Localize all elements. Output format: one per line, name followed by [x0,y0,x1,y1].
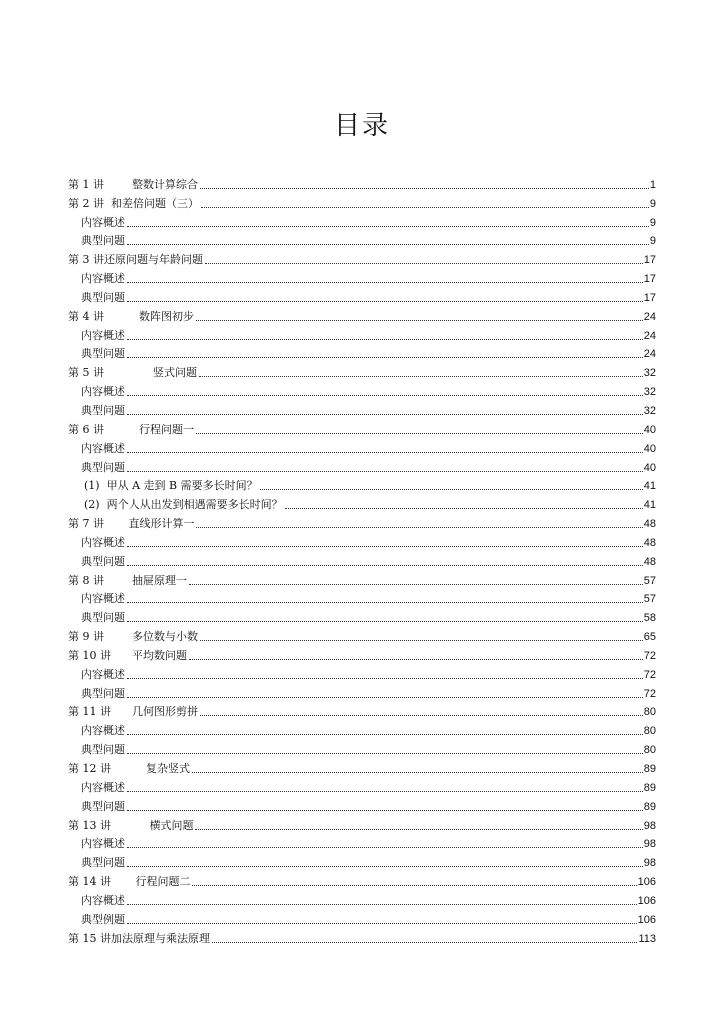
toc-entry-label: 典型问题 [81,743,125,757]
toc-section-entry[interactable] [68,437,656,456]
toc-entry-label: 典型问题 [81,686,125,700]
toc-page-number: 41 [643,499,656,512]
toc-entry-label: 内容概述 [81,272,125,286]
toc-page-number: 48 [643,555,656,568]
toc-section-entry[interactable] [68,399,656,418]
toc-chapter-entry[interactable] [68,248,656,267]
dot-leader [189,658,643,660]
dot-leader [127,300,643,302]
toc-page-number: 106 [637,894,656,907]
dot-leader [192,771,643,773]
toc-entry-label: 典型问题 [81,347,125,361]
toc-section-entry[interactable] [68,776,656,795]
toc-section-entry[interactable] [68,719,656,738]
toc-section-entry[interactable] [68,267,656,286]
dot-leader [196,319,643,321]
toc-page-number: 24 [643,310,656,323]
toc-section-entry[interactable] [68,456,656,475]
toc-entry-label: 内容概述 [81,837,125,851]
toc-page-number: 72 [643,687,656,700]
toc-entry-label: 内容概述 [81,724,125,738]
toc-page-number: 106 [637,876,656,889]
toc-entry-label: 内容概述 [81,215,125,229]
toc-entry-label: 内容概述 [81,385,125,399]
toc-page-number: 17 [643,254,656,267]
toc-page-number: 24 [643,329,656,342]
toc-entry-label: 典型问题 [81,611,125,625]
toc-entry-label: 第 10 讲 平均数问题 [68,648,187,662]
toc-chapter-entry[interactable] [68,361,656,380]
toc-entry-label: 典型问题 [81,403,125,417]
dot-leader [127,451,643,453]
toc-section-entry[interactable] [68,343,656,362]
dot-leader [127,356,643,358]
toc-chapter-entry[interactable] [68,305,656,324]
toc-section-entry[interactable] [68,588,656,607]
dot-leader [127,790,643,792]
toc-section-entry[interactable] [68,211,656,230]
dot-leader [192,884,636,886]
dot-leader [201,206,649,208]
toc-entry-label: 典型问题 [81,460,125,474]
toc-page-number: 40 [643,442,656,455]
toc-chapter-entry[interactable] [68,701,656,720]
toc-section-entry[interactable] [68,493,656,512]
toc-chapter-entry[interactable] [68,625,656,644]
dot-leader [200,714,643,716]
toc-page-number: 98 [643,838,656,851]
toc-page-number: 65 [643,631,656,644]
toc-entry-label: 第 15 讲加法原理与乘法原理 [68,931,210,945]
toc-entry-label: 第 11 讲 几何图形剪拼 [68,705,198,719]
toc-chapter-entry[interactable] [68,192,656,211]
toc-page-number: 106 [637,913,656,926]
toc-page-number: 41 [643,480,656,493]
toc-section-entry[interactable] [68,380,656,399]
toc-entry-label: 典型例题 [81,912,125,926]
toc-entry-label: 典型问题 [81,234,125,248]
toc-page-number: 32 [643,404,656,417]
toc-entry-label: 内容概述 [81,667,125,681]
toc-section-entry[interactable] [68,663,656,682]
toc-page-number: 57 [643,574,656,587]
dot-leader [127,809,643,811]
toc-entry-label: 第 7 讲 直线形计算一 [68,517,195,531]
toc-chapter-entry[interactable] [68,644,656,663]
toc-entry-label: 内容概述 [81,780,125,794]
dot-leader [127,752,643,754]
toc-chapter-entry[interactable] [68,569,656,588]
toc-page-number: 57 [643,593,656,606]
toc-page-number: 9 [649,235,656,248]
dot-leader [127,620,643,622]
toc-section-entry[interactable] [68,851,656,870]
toc-page-number: 17 [643,273,656,286]
dot-leader [127,733,643,735]
dot-leader [189,583,643,585]
toc-page-number: 80 [643,725,656,738]
toc-entry-label: 第 9 讲 多位数与小数 [68,630,198,644]
toc-page-number: 17 [643,291,656,304]
toc-page-number: 40 [643,423,656,436]
toc-section-entry[interactable] [68,682,656,701]
toc-entry-label: 内容概述 [81,441,125,455]
toc-chapter-entry[interactable] [68,512,656,531]
toc-page-number: 98 [643,819,656,832]
dot-leader [127,601,643,603]
toc-entry-label: (2) 两个人从出发到相遇需要多长时间？ [84,498,283,512]
dot-leader [199,375,643,377]
dot-leader [127,225,649,227]
toc-page-number: 58 [643,612,656,625]
toc-entry-label: 典型问题 [81,856,125,870]
toc-page-number: 24 [643,348,656,361]
dot-leader [127,545,643,547]
toc-entry-label: 典型问题 [81,290,125,304]
dot-leader [127,470,643,472]
toc-chapter-entry[interactable] [68,927,656,946]
toc-entry-label: 内容概述 [81,893,125,907]
dot-leader [127,338,643,340]
dot-leader [196,432,643,434]
toc-entry-label: 第 13 讲 横式问题 [68,818,194,832]
dot-leader [127,677,643,679]
toc-entry-label: 内容概述 [81,592,125,606]
toc-page-number: 40 [643,461,656,474]
toc-entry-label: 第 6 讲 行程问题一 [68,422,194,436]
dot-leader [200,639,643,641]
toc-entry-label: 典型问题 [81,799,125,813]
toc-page-number: 32 [643,386,656,399]
toc-entry-label: 内容概述 [81,328,125,342]
dot-leader [260,488,643,490]
dot-leader [127,846,643,848]
toc-section-entry[interactable] [68,475,656,494]
toc-page-number: 80 [643,744,656,757]
toc-page-number: 89 [643,781,656,794]
dot-leader [127,922,637,924]
toc-page-number: 9 [649,197,656,210]
toc-entry-label: 第 14 讲 行程问题二 [68,875,191,889]
dot-leader [200,187,649,189]
dot-leader [127,413,643,415]
toc-section-entry[interactable] [68,550,656,569]
toc-page-number: 32 [643,367,656,380]
toc-section-entry[interactable] [68,738,656,757]
dot-leader [127,865,643,867]
toc-chapter-entry[interactable] [68,814,656,833]
toc-page-number: 9 [649,216,656,229]
toc-page-number: 89 [643,763,656,775]
dot-leader [195,828,642,830]
toc-page-number: 1 [649,178,656,191]
toc-entry-label: 典型问题 [81,554,125,568]
toc-entry-label: 第 12 讲 复杂竖式 [68,762,190,775]
toc-chapter-entry[interactable] [68,757,656,776]
toc-section-entry[interactable] [68,606,656,625]
toc-section-entry[interactable] [68,833,656,852]
dot-leader [127,903,637,905]
table-of-contents [68,173,656,946]
dot-leader [127,243,649,245]
dot-leader [205,262,643,264]
toc-page-number: 72 [643,649,656,662]
dot-leader [212,941,637,943]
toc-entry-label: 第 5 讲 竖式问题 [68,366,197,380]
dot-leader [127,564,643,566]
toc-section-entry[interactable] [68,531,656,550]
toc-entry-label: 第 8 讲 抽屉原理一 [68,573,187,587]
toc-chapter-entry[interactable] [68,173,656,192]
toc-page-number: 48 [643,536,656,549]
toc-section-entry[interactable] [68,324,656,343]
toc-page-number: 48 [643,518,656,531]
dot-leader [196,526,642,528]
toc-entry-label: (1) 甲从 A 走到 B 需要多长时间？ [84,479,258,493]
toc-section-entry[interactable] [68,286,656,305]
toc-section-entry[interactable] [68,908,656,927]
toc-page-number: 72 [643,668,656,681]
toc-chapter-entry[interactable] [68,870,656,889]
toc-entry-label: 内容概述 [81,535,125,549]
toc-entry-label: 第 4 讲 数阵图初步 [68,309,194,323]
toc-section-entry[interactable] [68,889,656,908]
toc-entry-label: 第 2 讲 和差倍问题（三） [68,196,199,210]
toc-entry-label: 第 3 讲还原问题与年龄问题 [68,253,203,267]
dot-leader [127,394,643,396]
toc-page-number: 113 [638,932,656,945]
dot-leader [127,696,643,698]
dot-leader [127,281,643,283]
toc-section-entry[interactable] [68,230,656,249]
toc-section-entry[interactable] [68,795,656,814]
toc-entry-label: 第 1 讲 整数计算综合 [68,177,198,191]
toc-page-number: 80 [643,706,656,719]
page-title: 目录 [333,111,390,141]
toc-page-number: 89 [643,800,656,813]
toc-page-number: 98 [643,857,656,870]
dot-leader [285,507,643,509]
toc-chapter-entry[interactable] [68,418,656,437]
